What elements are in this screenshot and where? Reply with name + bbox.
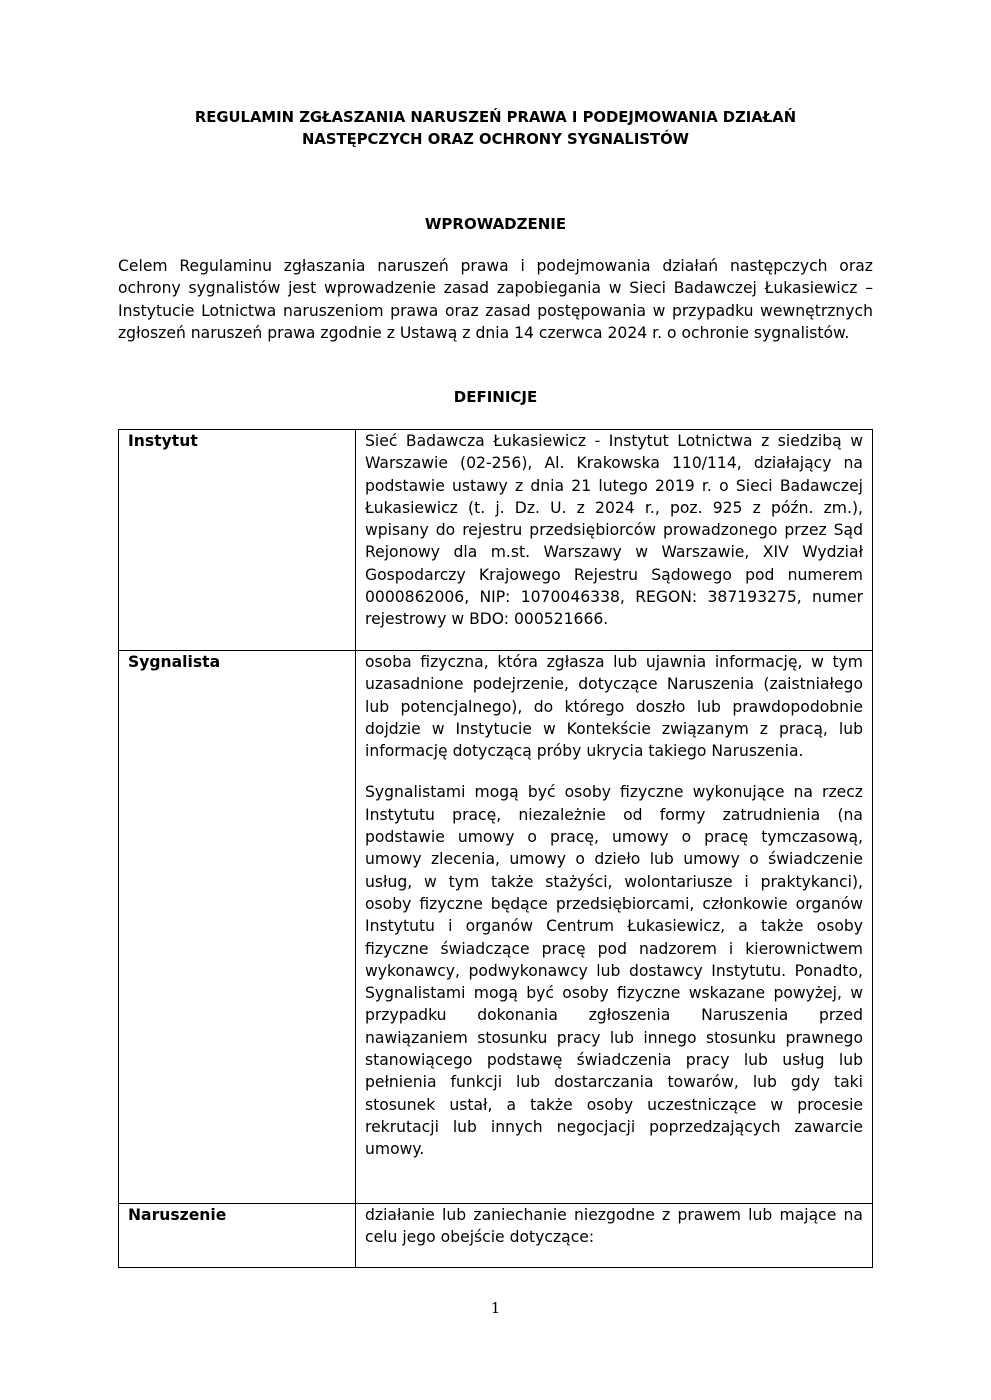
page-number: 1 bbox=[490, 1299, 501, 1317]
definition-row-instytut bbox=[119, 430, 873, 651]
intro-paragraph: Celem Regulaminu zgłaszania naruszeń prawa i podejmowania działań następczych oraz ochrony sygnalistów jest wprowadzenie zasad zapobiegania w Sieci Badawczej Łukasiewicz – Instytucie Lotnictwa naruszeniom prawa oraz zasad postępowania w przypadku wewnętrznych zgłoszeń naruszeń prawa zgodnie z Ustawą z dnia 14 czerwca 2024 r. o ochronie sygnalistów. bbox=[118, 257, 873, 342]
definitions-heading: DEFINICJE bbox=[453, 388, 538, 406]
definition-paragraph: działanie lub zaniechanie niezgodne z prawem lub mające na celu jego obejście dotyczące: bbox=[365, 1206, 863, 1247]
document-title-line-1: REGULAMIN ZGŁASZANIA NARUSZEŃ PRAWA I PODEJMOWANIA DZIAŁAŃ bbox=[194, 109, 797, 126]
definitions-table bbox=[118, 429, 873, 1268]
definition-row-naruszenie bbox=[119, 1204, 873, 1268]
intro-heading: WPROWADZENIE bbox=[424, 215, 567, 233]
definition-paragraph: Sygnalistami mogą być osoby fizyczne wykonujące na rzecz Instytutu pracę, niezależnie od formy zatrudnienia (na podstawie umowy o pracę, umowy o pracę tymczasową, umowy zlecenia, umowy o dzieło lub umowy o świadczenie usług, w tym także stażyści, wolontariusze i praktykanci), osoby fizyczne będące przedsiębiorcami, członkowie organów Instytutu i organów Centrum Łukasiewicz, a także osoby fizyczne świadczące pracę pod nadzorem i kierownictwem wykonawcy, podwykonawcy lub dostawcy Instytutu. Ponadto, Sygnalistami mogą być osoby fizyczne wskazane powyżej, w przypadku dokonania zgłoszenia Naruszenia przed nawiązaniem stosunku pracy lub innego stosunku prawnego stanowiącego podstawę świadczenia pracy lub usług lub pełnienia funkcji lub dostarczania towarów, lub gdy taki stosunek ustał, a także osoby uczestniczące w procesie rekrutacji lub innych negocjacji poprzedzających zawarcie umowy. bbox=[365, 783, 863, 1159]
document-title-line-2: NASTĘPCZYCH ORAZ OCHRONY SYGNALISTÓW bbox=[302, 131, 689, 148]
definition-term: Naruszenie bbox=[119, 1204, 356, 1268]
definition-paragraph: osoba fizyczna, która zgłasza lub ujawnia informację, w tym uzasadnione podejrzenie, dotyczące Naruszenia (zaistniałego lub potencjalnego), do którego doszło lub prawdopodobnie dojdzie w Instytucie w Kontekście związanym z pracą, lub informację dotyczącą próby ukrycia takiego Naruszenia. bbox=[365, 653, 863, 761]
document-title bbox=[118, 107, 873, 151]
definition-term: Instytut bbox=[119, 430, 356, 651]
definition-term: Sygnalista bbox=[119, 651, 356, 1204]
definition-description bbox=[356, 651, 873, 1204]
definition-row-sygnalista bbox=[119, 651, 873, 1204]
definition-description bbox=[356, 1204, 873, 1268]
definition-description bbox=[356, 430, 873, 651]
definition-paragraph: Sieć Badawcza Łukasiewicz - Instytut Lotnictwa z siedzibą w Warszawie (02-256), Al. Krakowska 110/114, działający na podstawie ustawy z dnia 21 lutego 2019 r. o Sieci Badawczej Łukasiewicz (t. j. Dz. U. z 2024 r., poz. 925 z późn. zm.), wpisany do rejestru przedsiębiorców prowadzonego przez Sąd Rejonowy dla m.st. Warszawy w Warszawie, XIV Wydział Gospodarczy Krajowego Rejestru Sądowego pod numerem 0000862006, NIP: 1070046338, REGON: 387193275, numer rejestrowy w BDO: 000521666. bbox=[365, 432, 863, 629]
